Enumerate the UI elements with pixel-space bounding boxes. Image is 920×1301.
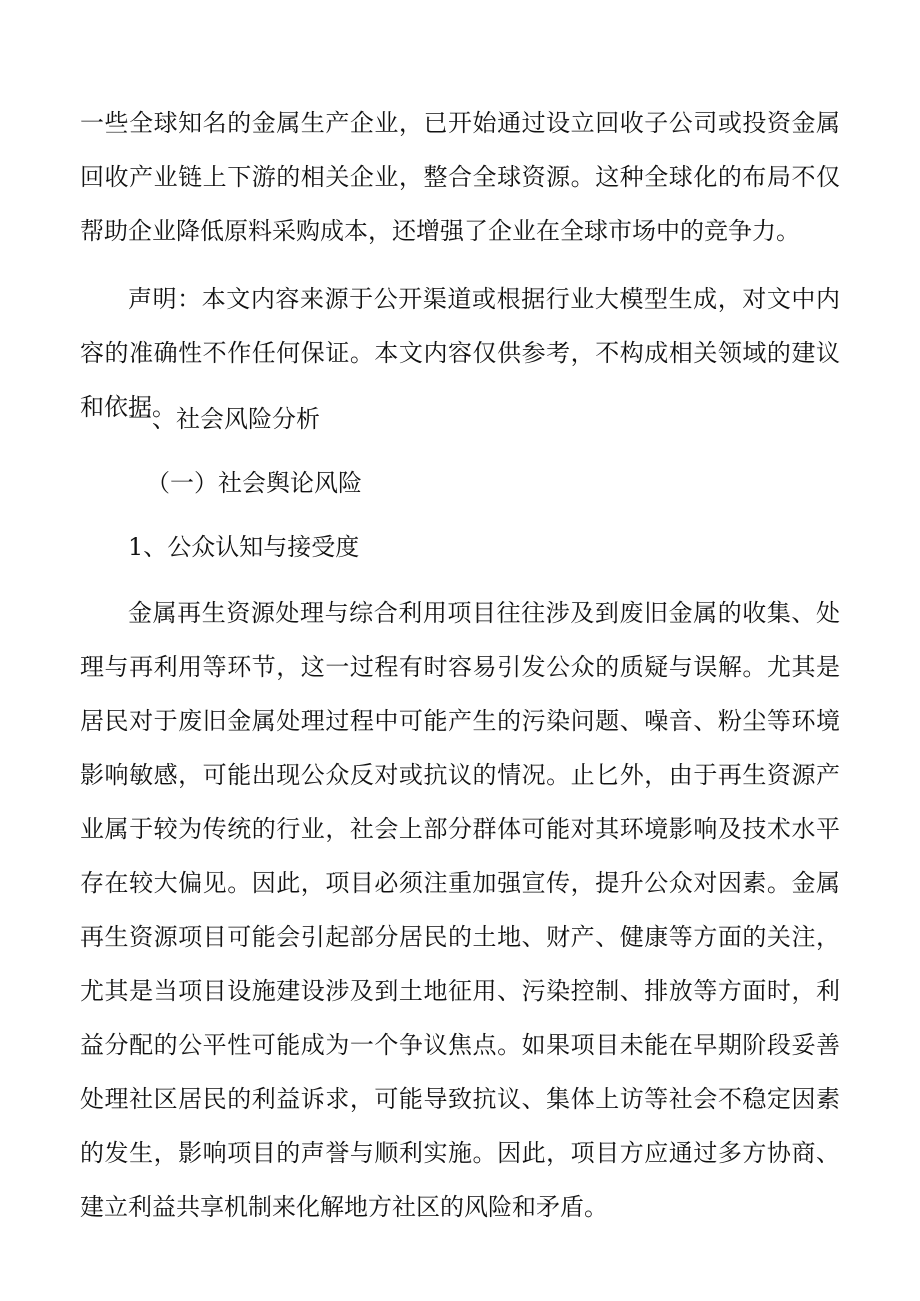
body-paragraph: 一些全球知名的金属生产企业，已开始通过设立回收子公司或投资金属回收产业链上下游的相关企业，整合全球资源。这种全球化的布局不仅帮助企业降低原料采购成本，还增强了企业在全球市场中的竞争力。	[80, 109, 840, 245]
item-heading: 1、公众认知与接受度	[128, 533, 360, 561]
section-heading: 一、社会风险分析	[128, 405, 320, 433]
disclaimer-paragraph: 声明：本文内容来源于公开渠道或根据行业大模型生成，对文中内容的准确性不作任何保证。本文内容仅供参考，不构成相关领域的建议和依据。	[80, 285, 840, 421]
body-paragraph: 金属再生资源处理与综合利用项目往往涉及到废旧金属的收集、处理与再利用等环节，这一过程有时容易引发公众的质疑与误解。尤其是居民对于废旧金属处理过程中可能产生的污染问题、噪音、粉尘等环境影响敏感，可能出现公众反对或抗议的情况。止匕外，由于再生资源产业属于较为传统的行业，社会上部分群体可能对其环境影响及技术水平存在较大偏见。因此，项目必须注重加强宣传，提升公众对因素。金属再生资源项目可能会引起部分居民的土地、财产、健康等方面的关注，尤其是当项目设施建设涉及到土地征用、污染控制、排放等方面时，利益分配的公平性可能成为一个争议焦点。如果项目未能在早期阶段妥善处理社区居民的利益诉求，可能导致抗议、集体上访等社会不稳定因素的发生，影响项目的声誉与顺利实施。因此，项目方应通过多方协商、建立利益共享机制来化解地方社区的风险和矛盾。	[80, 599, 840, 1221]
subsection-heading: （一）社会舆论风险	[146, 469, 362, 497]
